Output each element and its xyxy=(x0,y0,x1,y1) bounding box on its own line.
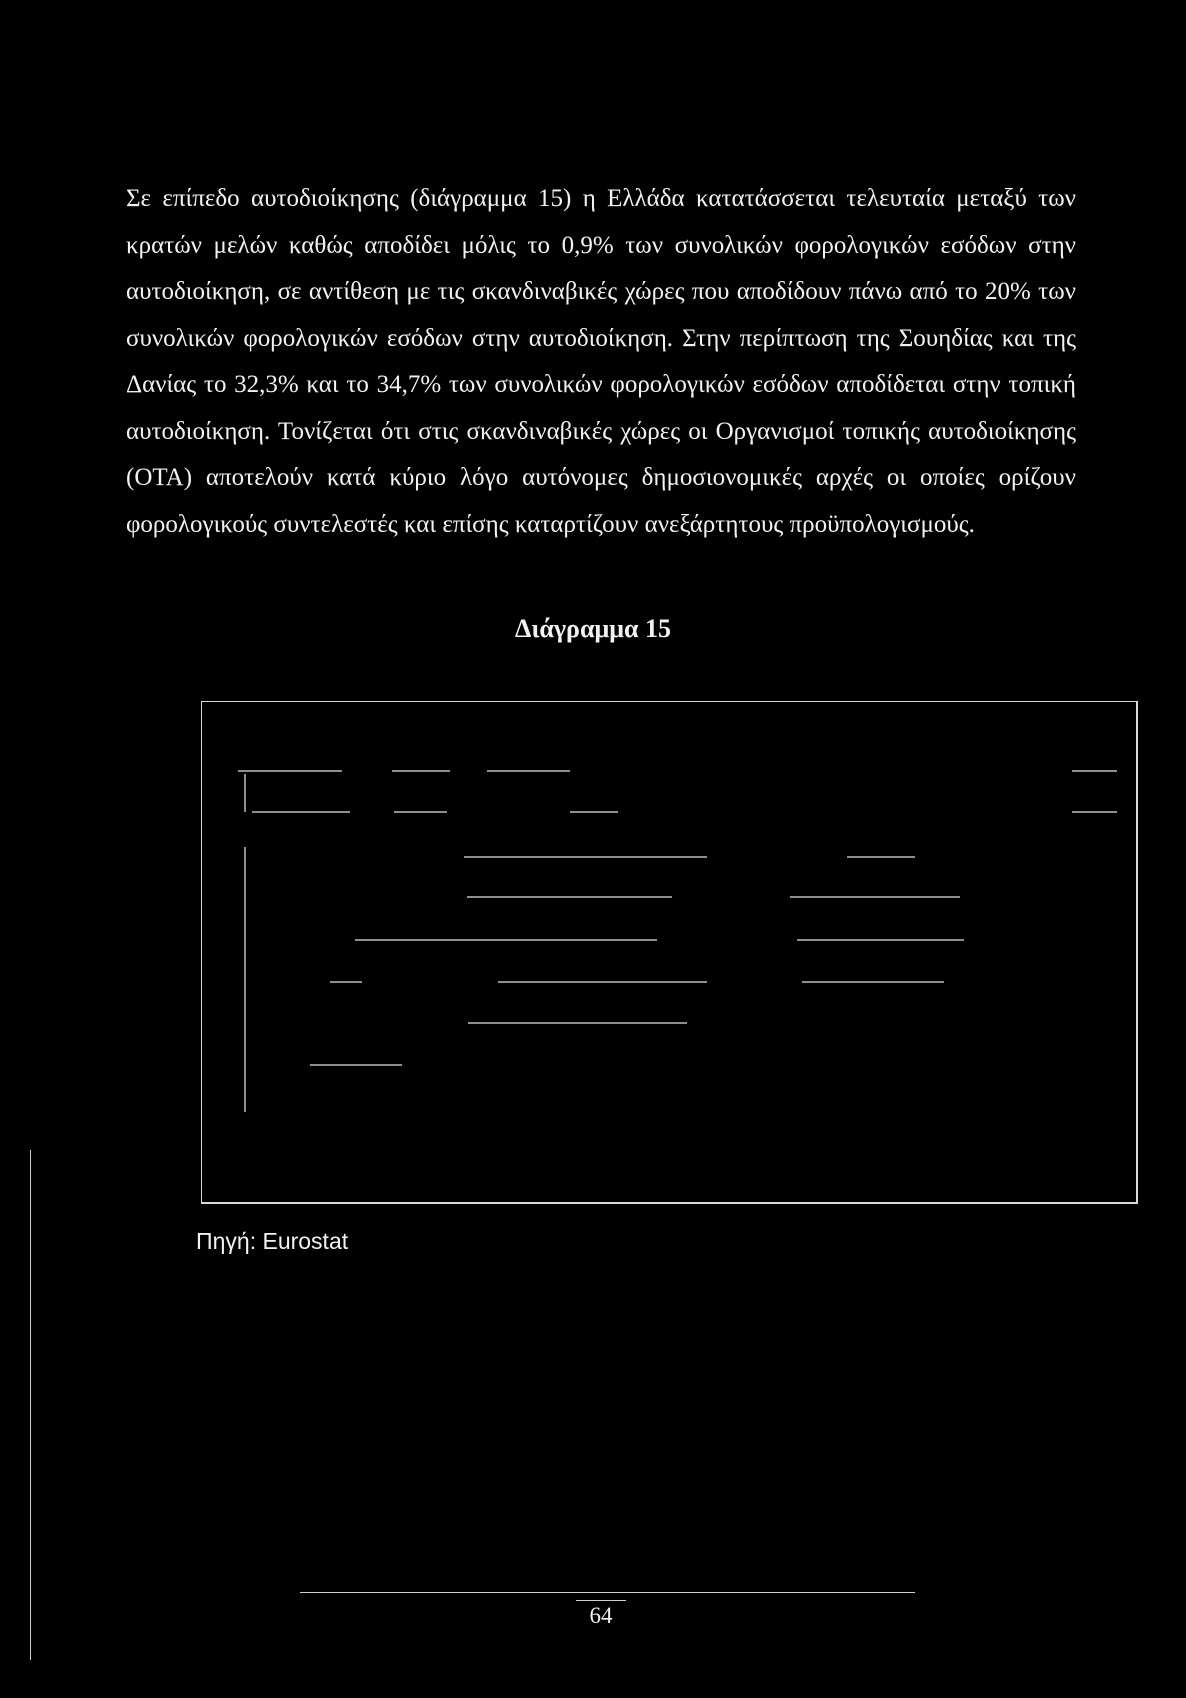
figure-source: Πηγή: Eurostat xyxy=(196,1228,349,1254)
faded-chart-remnants xyxy=(202,702,1139,1205)
footer-rule xyxy=(300,1592,915,1593)
margin-rule xyxy=(30,1150,31,1660)
figure-title: Διάγραμμα 15 xyxy=(515,614,671,643)
body-paragraph: Σε επίπεδο αυτοδιοίκησης (διάγραμμα 15) η Ελλάδα κατατάσσεται τελευταία μεταξύ των κρατών μελών καθώς αποδίδει μόλις το 0,9% των συνολικών φορολογικών εσόδων στην αυτοδιοίκηση, σε αντίθεση με τις σκανδιναβικές χώρες που αποδίδουν πάνω από το 20% των συνολικών φορολογικών εσόδων στην αυτοδιοίκηση. Στην περίπτωση της Σουηδίας και της Δανίας το 32,3% και το 34,7% των συνολικών φορολογικών εσόδων αποδίδεται στην τοπική αυτοδιοίκηση. Τονίζεται ότι στις σκανδιναβικές χώρες οι Οργανισμοί τοπικής αυτοδιοίκησης (ΟΤΑ) αποτελούν κατά κύριο λόγο αυτόνομες δημοσιονομικές αρχές οι οποίες ορίζουν φορολογικούς συντελεστές και επίσης καταρτίζουν ανεξάρτητους προϋπολογισμούς. xyxy=(126,185,1076,538)
page-number: 64 xyxy=(576,1600,626,1629)
chart-frame xyxy=(201,701,1138,1204)
